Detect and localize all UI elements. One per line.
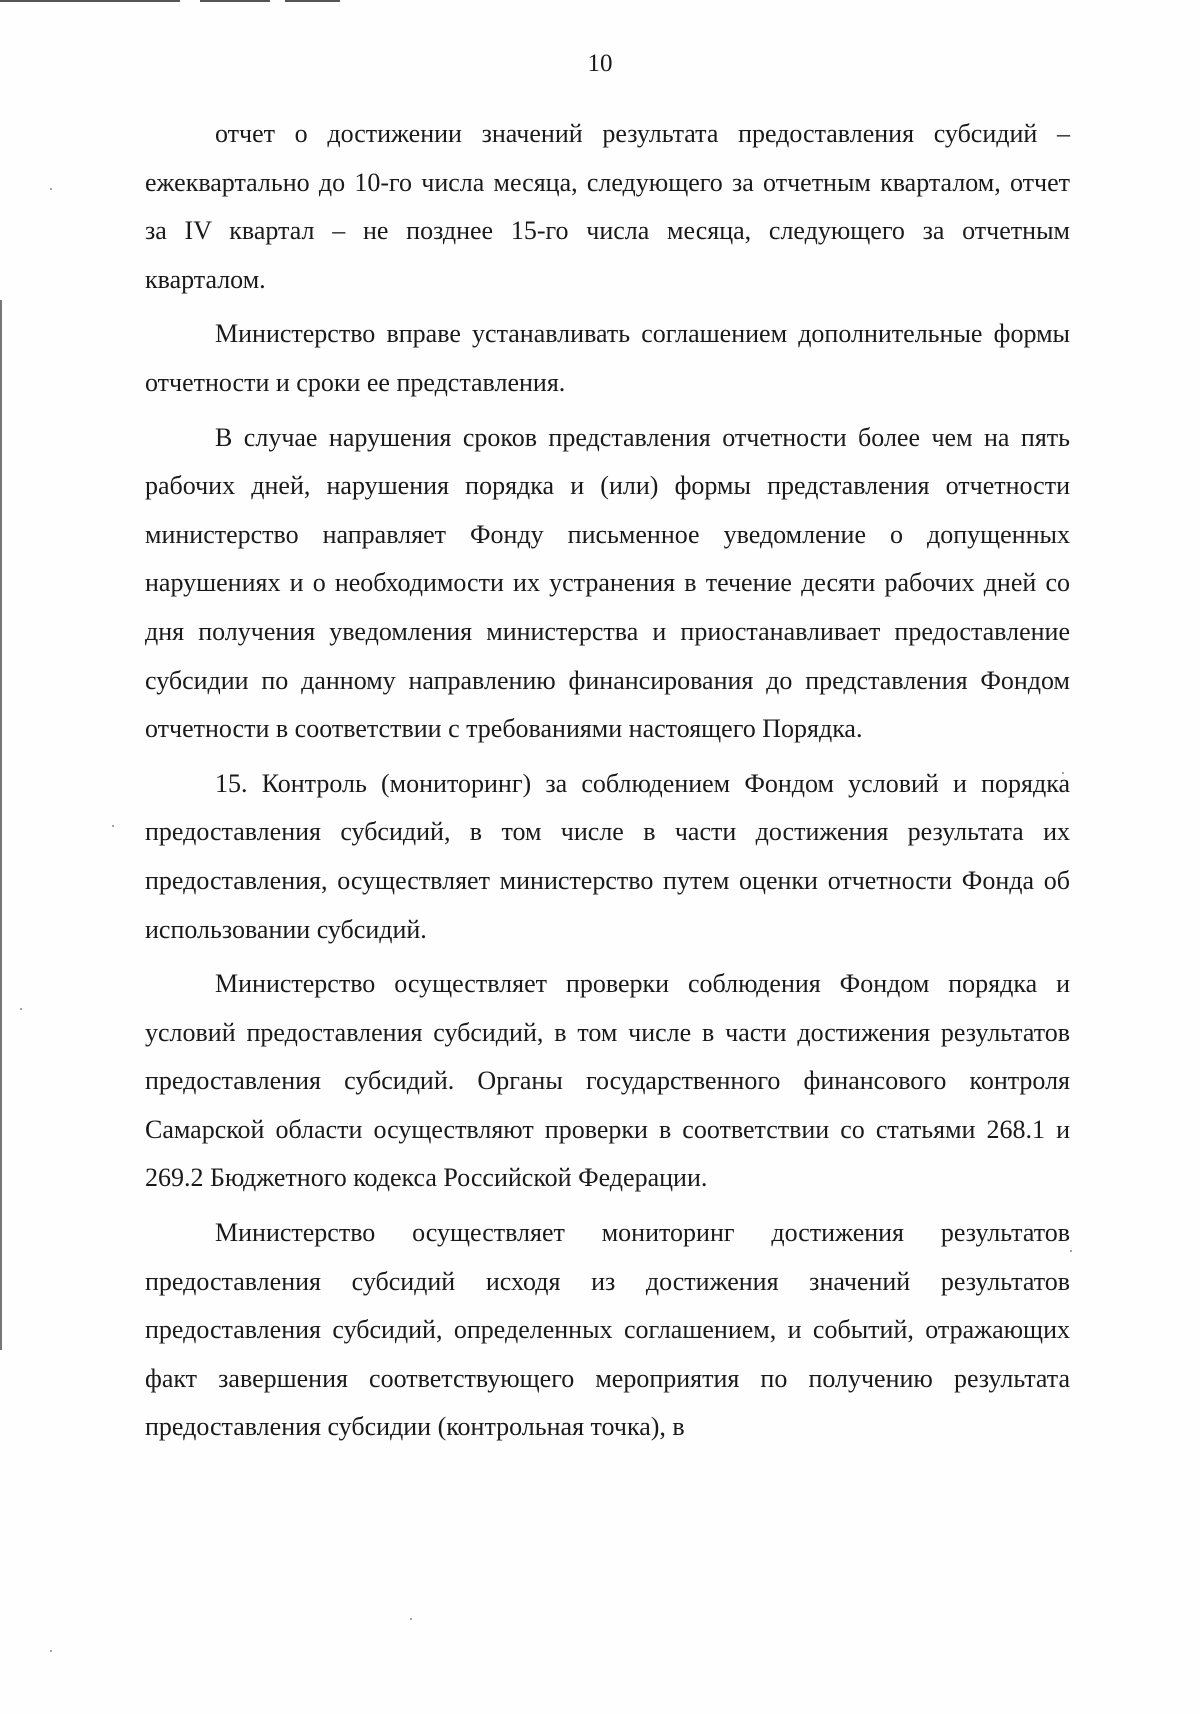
scan-speck bbox=[50, 188, 52, 190]
scan-left-edge bbox=[0, 300, 2, 1350]
paragraph-monitoring-results: Министерство осуществляет мониторинг достижения результатов предоставления субсидий исходя из достижения значений результатов предоставления субсидий, определенных соглашением, и событий, отражающих факт завершения соответствующего мероприятия по получению результата предоставления субсидии (контрольная точка), в bbox=[145, 1218, 1070, 1442]
paragraph-reporting-deadlines: отчет о достижении значений результата предоставления субсидий – ежеквартально до 10-го числа месяца, следующего за отчетным кварталом, отчет за IV квартал – не позднее 15-го числа месяца, следующего за отчетным кварталом. bbox=[145, 119, 1070, 294]
scan-speck bbox=[112, 825, 114, 827]
paragraph-violations: В случае нарушения сроков представления отчетности более чем на пять рабочих дней, нарушения порядка и (или) формы представления отчетности министерство направляет Фонду письменное уведомление о допущенных нарушениях и о необходимости их устранения в течение десяти рабочих дней со дня получения уведомления министерства и приостанавливает предоставление субсидии по данному направлению финансирования до представления Фондом отчетности в соответствии с требованиями настоящего Порядка. bbox=[145, 422, 1070, 744]
scan-edge-line bbox=[285, 0, 340, 2]
page-number: 10 bbox=[587, 50, 613, 77]
scan-speck bbox=[20, 1008, 22, 1010]
paragraph-control-monitoring: 15. Контроль (мониторинг) за соблюдением Фондом условий и порядка предоставления субсидий, в том числе в части достижения результата их предоставления, осуществляет министерство путем оценки отчетности Фонда об использовании субсидий. bbox=[145, 768, 1070, 944]
scan-edge-line bbox=[0, 0, 180, 2]
scan-speck bbox=[410, 1618, 412, 1620]
scan-speck bbox=[50, 1650, 52, 1652]
scan-speck bbox=[1070, 1250, 1072, 1252]
document-body bbox=[145, 110, 1070, 1452]
paragraph-additional-forms: Министерство вправе устанавливать соглашением дополнительные формы отчетности и сроки ее представления. bbox=[145, 319, 1070, 397]
paragraph-inspections: Министерство осуществляет проверки соблюдения Фондом порядка и условий предоставления субсидий, в том числе в части достижения результатов предоставления субсидий. Органы государственного финансового контроля Самарской области осуществляют проверки в соответствии со статьями 268.1 и 269.2 Бюджетного кодекса Российской Федерации. bbox=[145, 969, 1070, 1193]
scan-edge-line bbox=[200, 0, 270, 2]
